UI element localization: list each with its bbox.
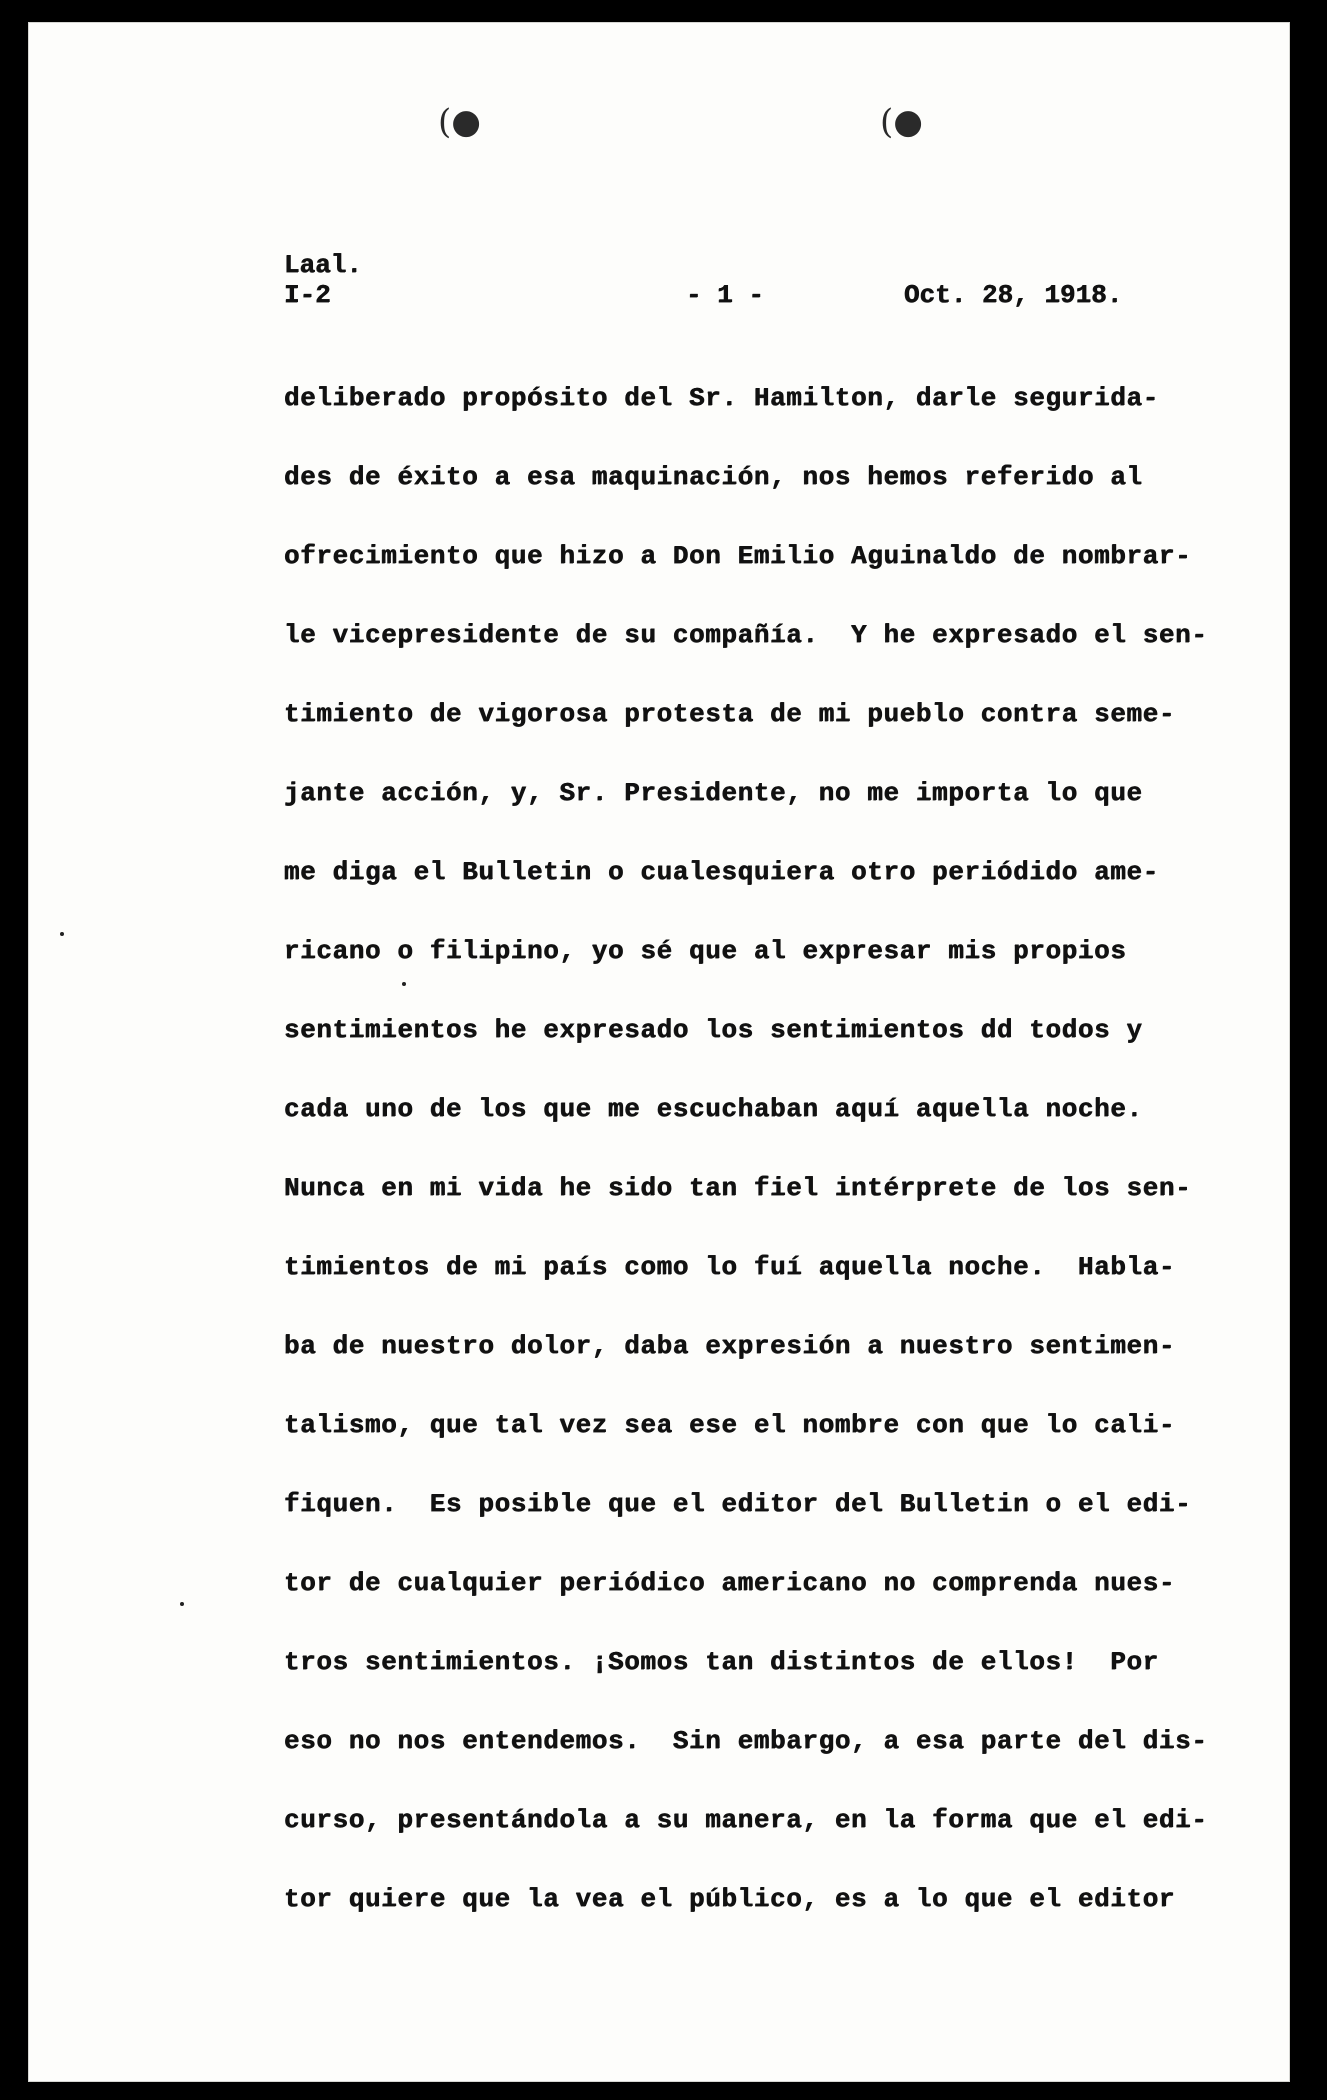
- document-page: [28, 22, 1290, 2082]
- text-line: ricano o filipino, yo sé que al expresar mis propios: [284, 936, 1127, 966]
- body-text: [284, 378, 1264, 1958]
- ink-speck: [402, 982, 406, 986]
- text-line: tros sentimientos. ¡Somos tan distintos de ellos! Por: [284, 1647, 1159, 1677]
- text-line: jante acción, y, Sr. Presidente, no me importa lo que: [284, 778, 1143, 808]
- text-line: eso no nos entendemos. Sin embargo, a esa parte del dis-: [284, 1726, 1208, 1756]
- text-line: cada uno de los que me escuchaban aquí aquella noche.: [284, 1094, 1143, 1124]
- text-line: curso, presentándola a su manera, en la forma que el edi-: [284, 1805, 1208, 1835]
- text-line: ba de nuestro dolor, daba expresión a nuestro sentimen-: [284, 1331, 1176, 1361]
- document-date: Oct. 28, 1918.: [904, 280, 1123, 310]
- text-line: tor de cualquier periódico americano no comprenda nues-: [284, 1568, 1176, 1598]
- punch-hole-left-icon: (●: [438, 102, 481, 142]
- text-line: timientos de mi país como lo fuí aquella noche. Habla-: [284, 1252, 1176, 1282]
- sheet-reference: I-2: [284, 280, 331, 310]
- text-line: ofrecimiento que hizo a Don Emilio Aguinaldo de nombrar-: [284, 541, 1192, 571]
- text-line: deliberado propósito del Sr. Hamilton, darle segurida-: [284, 383, 1159, 413]
- text-line: des de éxito a esa maquinación, nos hemos referido al: [284, 462, 1143, 492]
- text-line: le vicepresidente de su compañía. Y he expresado el sen-: [284, 620, 1208, 650]
- text-line: me diga el Bulletin o cualesquiera otro periódido ame-: [284, 857, 1159, 887]
- text-line: fiquen. Es posible que el editor del Bulletin o el edi-: [284, 1489, 1192, 1519]
- ink-speck: [60, 932, 64, 936]
- ink-speck: [180, 1602, 184, 1606]
- page-header: [284, 250, 1204, 314]
- typist-initials: Laal.: [284, 250, 363, 280]
- text-line: timiento de vigorosa protesta de mi pueblo contra seme-: [284, 699, 1176, 729]
- text-line: sentimientos he expresado los sentimientos dd todos y: [284, 1015, 1143, 1045]
- text-line: tor quiere que la vea el público, es a lo que el editor: [284, 1884, 1176, 1914]
- text-line: talismo, que tal vez sea ese el nombre con que lo cali-: [284, 1410, 1176, 1440]
- page-number: - 1 -: [686, 280, 765, 310]
- text-line: Nunca en mi vida he sido tan fiel intérprete de los sen-: [284, 1173, 1192, 1203]
- punch-hole-right-icon: (●: [880, 102, 923, 142]
